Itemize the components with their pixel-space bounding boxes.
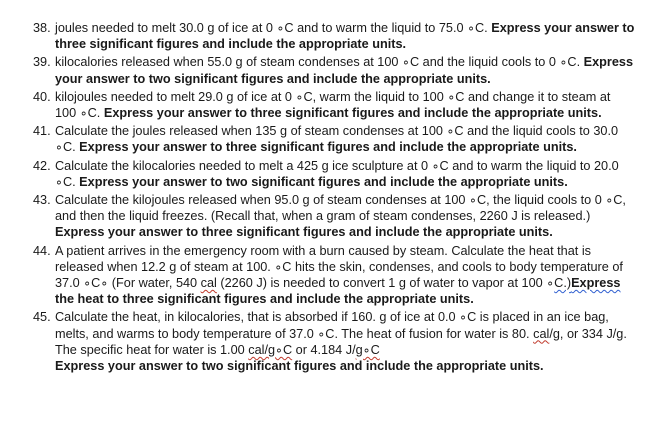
problem-instruction: Express your answer to three significant figures and include the appropriate units. — [55, 21, 635, 52]
problem-text: kilojoules needed to melt 29.0 g of ice at 0 ∘C, warm the liquid to 100 ∘C and change it to steam at 100 ∘C. — [55, 89, 611, 121]
problem-42 — [0, 158, 657, 190]
problem-text-tail: C.) — [554, 276, 572, 291]
problem-38 — [0, 20, 657, 52]
problem-text: Calculate the kilojoules released when 95.0 g of steam condenses at 100 ∘C, the liquid cools to 0 ∘C, and then the liquid freezes. (Recall that, when a gram of steam condenses, 2260 J is released.) — [55, 193, 626, 224]
problem-text-cont: /g, or 334 J/g. The specific heat for water is 1.00 — [55, 326, 627, 357]
problem-text: Calculate the heat, in kilocalories, that is absorbed if 160. g of ice at 0.0 ∘C is placed in an ice bag, melts, and warms to body temperature of 37.0 ∘C. The heat of fusion for water is 80. — [55, 310, 609, 341]
problem-text: joules needed to melt 30.0 g of ice at 0 ∘C and to warm the liquid to 75.0 ∘C. — [55, 21, 488, 35]
problem-text: Calculate the joules released when 135 g of steam condenses at 100 ∘C and the liquid cools to 30.0 ∘C. — [55, 124, 619, 155]
problem-number: 45. — [33, 310, 51, 325]
problem-number: 42. — [33, 158, 51, 173]
problem-number: 40. — [33, 89, 51, 104]
problem-40 — [0, 89, 657, 121]
problem-instruction: Express your answer to two significant figures and include the appropriate units. — [55, 55, 634, 86]
problem-number: 38. — [33, 21, 51, 35]
problem-instruction: Express your answer to three significant figures and include the appropriate units. — [79, 140, 577, 155]
problem-41 — [0, 123, 657, 155]
problem-instruction: Express your answer to three significant figures and include the appropriate units. — [55, 225, 553, 240]
problem-text-cont: (2260 J) is needed to convert 1 g of water to vapor at 100 ∘ — [216, 276, 555, 291]
unit-cal: cal — [533, 326, 550, 341]
unit-g-c: g∘C — [355, 342, 380, 357]
problem-number: 44. — [33, 243, 51, 258]
express-word: Express — [571, 276, 621, 291]
problem-45 — [0, 309, 657, 374]
problem-instruction: Express your answer to two significant figures and include the appropriate units. — [55, 359, 544, 374]
problem-text: kilocalories released when 55.0 g of steam condenses at 100 ∘C and the liquid cools to 0 ∘C. — [55, 55, 581, 70]
problem-instruction: Express your answer to three significant figures and include the appropriate units. — [103, 106, 602, 121]
unit-cal-per-g-c: cal/g∘C — [248, 342, 293, 357]
problem-text: Calculate the kilocalories needed to melt a 425 g ice sculpture at 0 ∘C and to warm the liquid to 20.0 ∘C. — [55, 158, 619, 189]
problem-text: A patient arrives in the emergency room with a burn caused by steam. Calculate the heat that is released when 12.2 g of steam at 100. ∘C hits the skin, condenses, and cools to body temperature of 37.0 ∘C∘ (For water, 540 — [55, 243, 623, 291]
problem-text-cont-2: or 4.184 J/ — [292, 342, 356, 357]
problem-number: 43. — [33, 193, 51, 208]
problem-number: 39. — [33, 55, 51, 70]
problem-43 — [0, 192, 657, 241]
problem-list — [0, 20, 657, 376]
problem-number: 41. — [33, 124, 51, 139]
problem-44 — [0, 243, 657, 308]
problem-instruction: the heat to three significant figures and include the appropriate units. — [55, 292, 474, 307]
problem-instruction: Express your answer to two significant figures and include the appropriate units. — [79, 174, 568, 189]
problem-39 — [0, 54, 657, 86]
unit-cal: cal — [200, 276, 217, 291]
